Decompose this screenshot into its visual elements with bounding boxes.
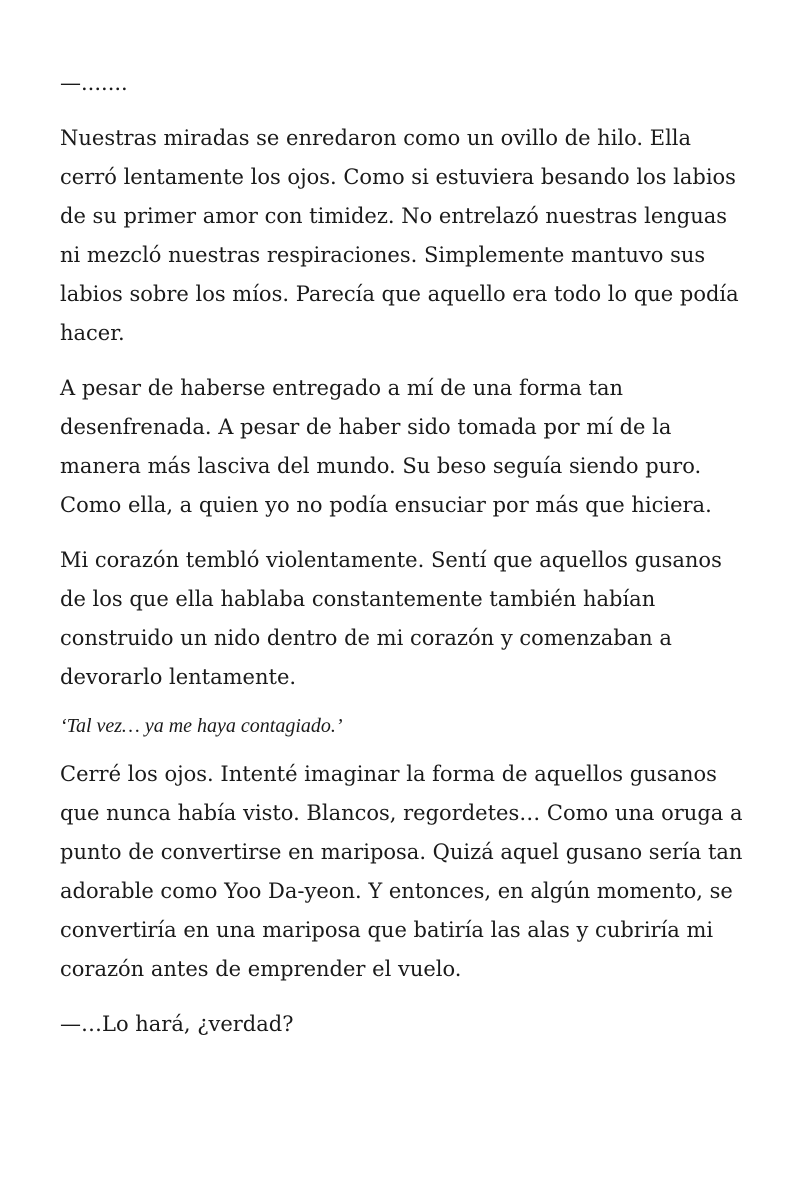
paragraph-kiss: Nuestras miradas se enredaron como un ovillo de hilo. Ella cerró lentamente los ojos. Como si estuviera besando los labios de su primer amor con timidez. No entrelazó nuestras lenguas ni mezcló nuestras respiraciones. Simplemente mantuvo sus labios sobre los míos. Parecía que aquello era todo lo que podía hacer.: [60, 126, 739, 345]
dialogue-ellipsis: —.......: [60, 71, 128, 95]
paragraph-heart-trembled: Mi corazón tembló violentamente. Sentí que aquellos gusanos de los que ella hablaba constantemente también habían construido un nido dentro de mi corazón y comenzaban a devorarlo lentamente.: [60, 548, 722, 689]
document-page: [60, 64, 750, 1060]
paragraph-pure-kiss: A pesar de haberse entregado a mí de una forma tan desenfrenada. A pesar de haber sido tomada por mí de la manera más lasciva del mundo. Su beso seguía siendo puro. Como ella, a quien yo no podía ensuciar por más que hiciera.: [60, 376, 712, 517]
paragraph-worms-butterfly: Cerré los ojos. Intenté imaginar la forma de aquellos gusanos que nunca había visto. Blancos, regordetes… Como una oruga a punto de convertirse en mariposa. Quizá aquel gusano sería tan adorable como Yoo Da-yeon. Y entonces, en algún momento, se convertiría en una mariposa que batiría las alas y cubriría mi corazón antes de emprender el vuelo.: [60, 762, 743, 981]
dialogue-closing: —…Lo hará, ¿verdad?: [60, 1012, 294, 1036]
inner-thought: ‘Tal vez… ya me haya contagiado.’: [60, 715, 343, 737]
